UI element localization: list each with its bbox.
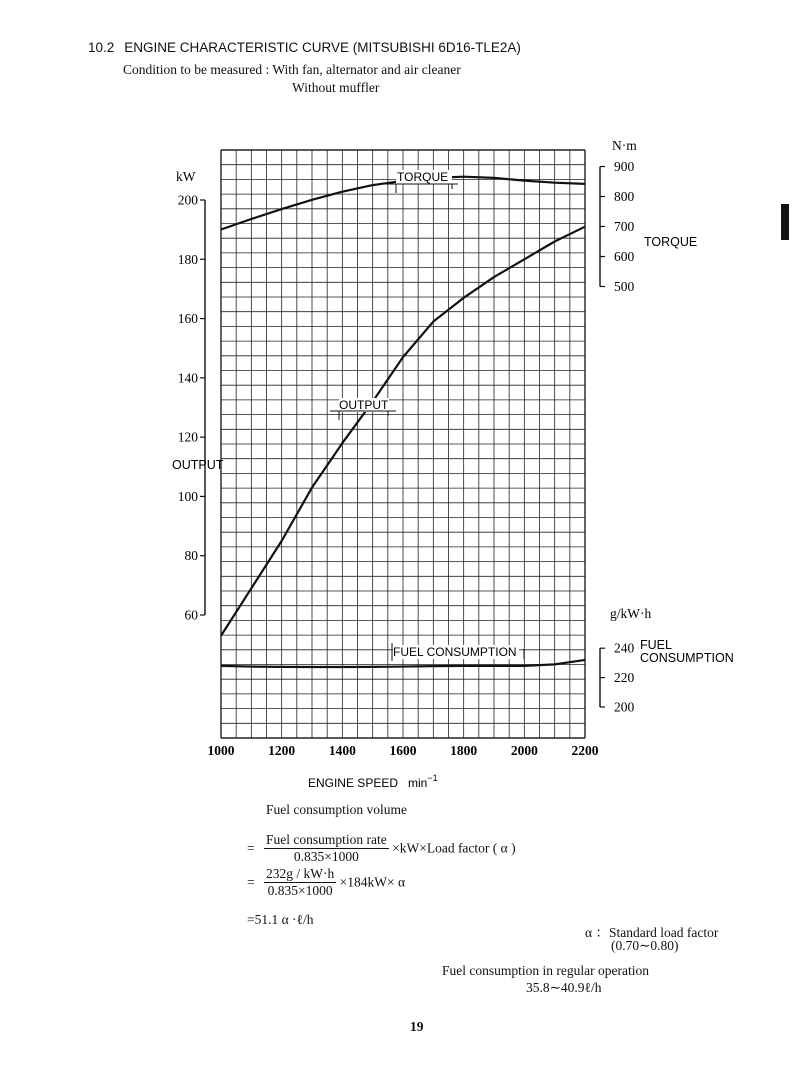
alpha-note-line-1: α ：Standard load factor [585,925,719,940]
fuel-calc-line-1 [247,832,516,865]
fuel-tick-label: 200 [614,699,635,715]
torque-tick-label: 900 [614,159,635,174]
fraction-1-denominator: 0.835×1000 [293,849,359,864]
fraction-2-numerator: 232g / kW·h [266,866,335,881]
page-number: 19 [410,1019,424,1034]
x-tick-label: 1600 [389,743,417,758]
alpha-note-line-2: (0.70∼0.80) [611,938,679,953]
torque-tick-label: 500 [614,279,635,294]
torque-tick-label: 700 [614,219,635,234]
output-tick-label: 140 [177,370,198,386]
x-tick-label: 1400 [328,743,356,758]
x-tick-label: 2000 [510,743,538,758]
torque-tick-label: 800 [614,189,635,204]
fuel-series-name: FUEL CONSUMPTION [393,645,517,659]
output-tick-label: 160 [177,311,198,327]
fuel-series-label [392,643,524,661]
equals-sign-1: = [247,840,255,856]
output-tick-label: 200 [177,192,198,208]
output-axis-unit: kW [176,169,196,184]
output-series-name: OUTPUT [339,398,389,412]
output-tick-label: 100 [177,488,198,504]
output-tick-label: 80 [184,548,198,564]
regular-operation-line-2: 35.8∼40.9ℓ/h [526,980,602,995]
x-tick-label: 1200 [268,743,296,758]
torque-axis-unit: N·m [612,138,637,153]
fraction-1-numerator: Fuel consumption rate [266,832,387,847]
fuel-calc-heading: Fuel consumption volume [266,802,407,817]
x-axis-title: ENGINE SPEED [307,776,398,790]
fraction-2-denominator: 0.835×1000 [267,883,333,898]
output-tick-label: 180 [177,251,198,267]
x-tick-label: 1800 [450,743,478,758]
section-number: 10.2 [88,40,115,55]
fraction-1-tail: ×kW×Load factor ( α ) [392,840,516,856]
equals-sign-2: = [247,874,255,890]
condition-line-1: Condition to be measured : With fan, alternator and air cleaner [123,62,461,77]
fuel-tick-label: 240 [614,640,635,656]
output-axis-title: OUTPUT [172,458,224,472]
output-tick-label: 60 [184,607,198,623]
fraction-1 [264,832,389,865]
x-axis-unit-exponent: −1 [427,773,438,783]
revision-bar [781,204,789,240]
fraction-2-tail: ×184kW× α [339,874,406,890]
condition-line-2: Without muffler [292,80,380,95]
fuel-axis-title-line2: CONSUMPTION [640,651,734,665]
regular-operation-line-1: Fuel consumption in regular operation [442,963,649,978]
fuel-axis-unit: g/kW·h [610,606,652,621]
section-title: ENGINE CHARACTERISTIC CURVE (MITSUBISHI 6D16-TLE2A) [124,40,521,55]
fuel-tick-label: 220 [614,670,635,686]
output-series-label [330,398,396,420]
x-axis-unit [408,773,438,790]
torque-series-name: TORQUE [397,170,449,184]
output-tick-label: 120 [177,429,198,445]
fraction-2 [264,866,336,899]
torque-tick-label: 600 [614,249,635,264]
torque-axis-title: TORQUE [644,235,698,249]
fuel-calc-result: =51.1 α ·ℓ/h [247,912,314,927]
x-tick-label: 1000 [207,743,235,758]
x-tick-label: 2200 [571,743,599,758]
fuel-calc-line-2 [247,866,405,899]
x-axis-unit-base: min [408,776,428,790]
fuel-axis-title-line1: FUEL [640,638,672,652]
